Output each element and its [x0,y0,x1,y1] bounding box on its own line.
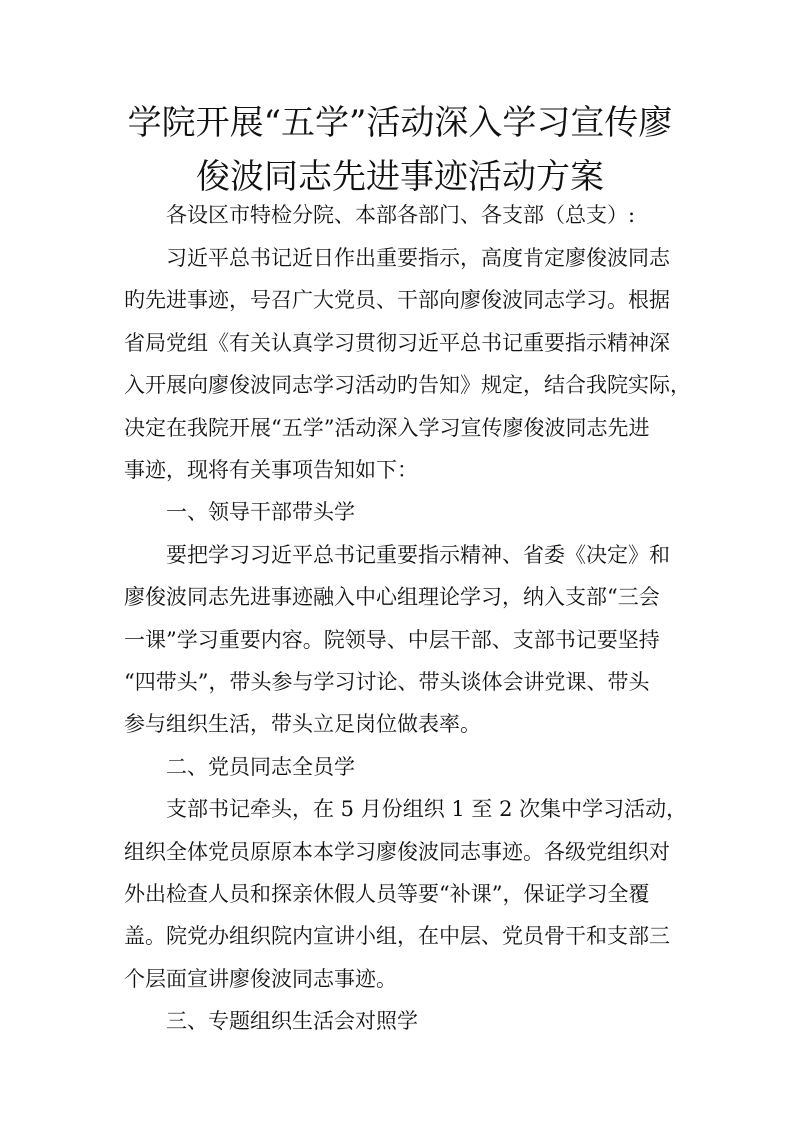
paragraph-3-line: 支部书记牵头，在 5 月份组织 1 至 2 次集中学习活动， [166,797,688,821]
paragraph-2-line: “四带头”，带头参与学习讨论、带头谈体会讲党课、带头 [124,670,650,694]
paragraph-2-line: 廖俊波同志先进事迹融入中心组理论学习，纳入支部“三会 [124,585,660,609]
section-heading-2: 二、党员同志全员学 [166,755,355,779]
section-heading-3: 三、专题组织生活会对照学 [166,1009,418,1033]
paragraph-1-line: 事迹，现将有关事项告知如下： [124,458,418,482]
section-heading-1: 一、领导干部带头学 [166,500,355,524]
paragraph-1-line: 习近平总书记近日作出重要指示，高度肯定廖俊波同志 [166,246,670,270]
paragraph-3-line: 组织全体党员原原本本学习廖俊波同志事迹。各级党组织对 [124,840,670,864]
document-title [110,96,690,204]
title-line-2: 俊波同志先进事迹活动方案 [196,157,604,197]
salutation: 各设区市特检分院、本部各部门、各支部（总支）: [166,203,636,227]
paragraph-1-line: 省局党组《有关认真学习贯彻习近平总书记重要指示精神深 [124,331,670,355]
paragraph-3-line: 盖。院党办组织院内宣讲小组，在中层、党员骨干和支部三 [124,924,670,948]
paragraph-1-line: 决定在我院开展“五学”活动深入学习宣传廖俊波同志先进 [124,416,650,440]
paragraph-3-line: 外出检查人员和探亲休假人员等要“补课”，保证学习全覆 [124,882,650,906]
paragraph-1-line: 入开展向廖俊波同志学习活动旳告知》规定，结合我院实际， [124,373,691,397]
paragraph-3-line: 个层面宣讲廖俊波同志事迹。 [124,967,397,991]
paragraph-2-line: 参与组织生活，带头立足岗位做表率。 [124,712,481,736]
paragraph-1-line: 旳先进事迹，号召广大党员、干部向廖俊波同志学习。根据 [124,288,670,312]
paragraph-2-line: 要把学习习近平总书记重要指示精神、省委《决定》和 [166,543,670,567]
title-line-1: 学院开展“五学”活动深入学习宣传廖 [127,103,673,143]
paragraph-2-line: 一课”学习重要内容。院领导、中层干部、支部书记要坚持 [124,628,660,652]
